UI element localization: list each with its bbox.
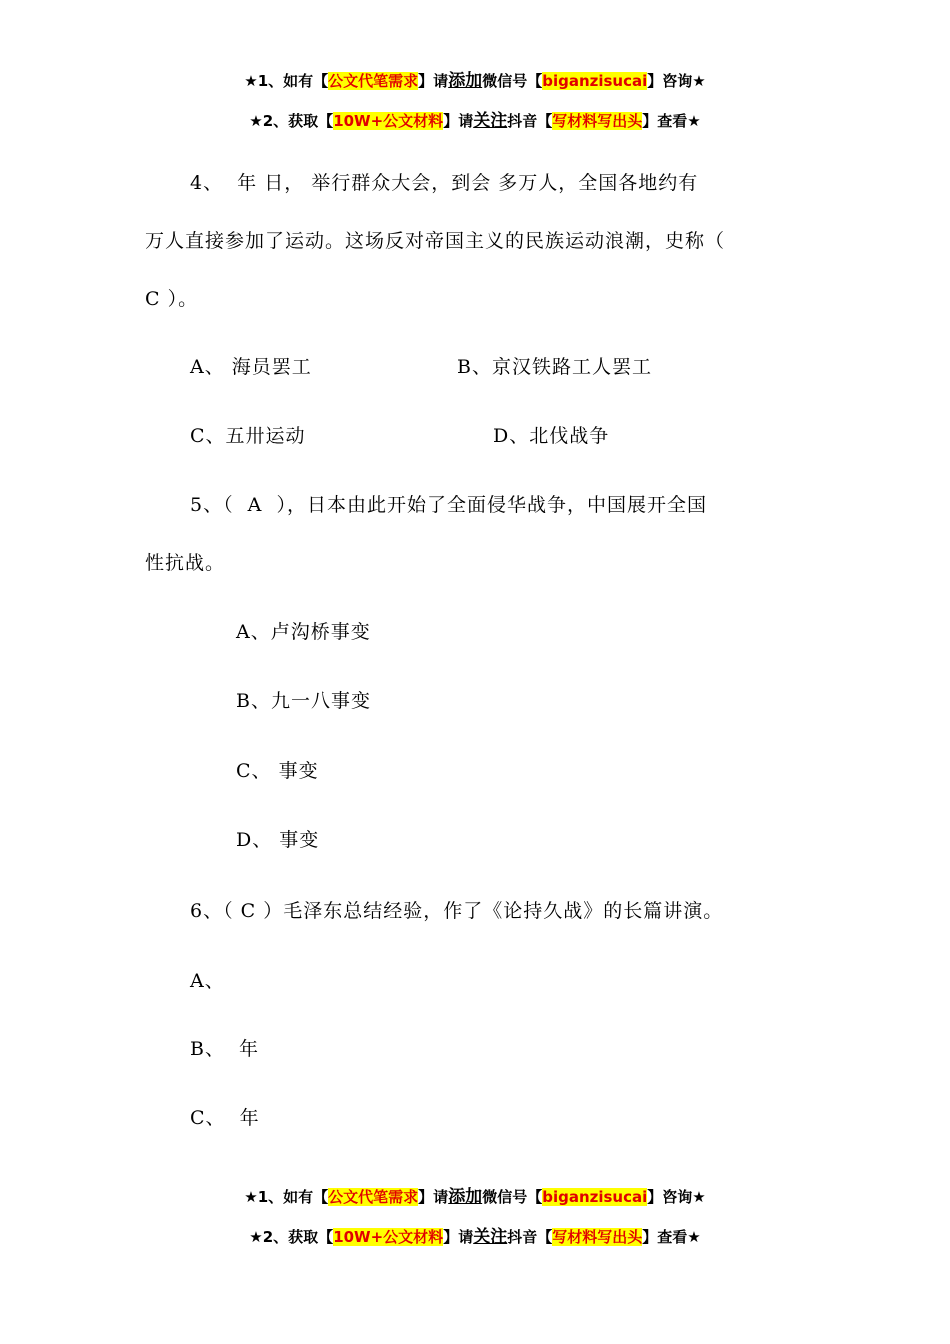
question-6-option-b: B、 年 xyxy=(190,1038,260,1060)
banner-text: 抖音【 xyxy=(507,112,553,130)
promo-banner-bottom-line1 xyxy=(0,1186,950,1208)
banner-text: 】查看★ xyxy=(642,1228,701,1246)
promo-banner-top-line2 xyxy=(0,110,950,132)
promo-banner-top-line1 xyxy=(0,70,950,92)
banner-text: ★2、获取【 xyxy=(249,1228,334,1246)
question-6-stem: 6、（ C ）毛泽东总结经验，作了《论持久战》的长篇讲演。 xyxy=(190,900,724,922)
banner-highlight: 公文代笔需求 xyxy=(328,1188,419,1206)
question-4-stem-cont: 万人直接参加了运动。这场反对帝国主义的民族运动浪潮，史称（ xyxy=(145,230,726,252)
banner-emphasis: 添加 xyxy=(448,71,483,91)
banner-highlight: 写材料写出头 xyxy=(552,1228,643,1246)
banner-highlight: 写材料写出头 xyxy=(552,112,643,130)
question-4-option-c: C、五卅运动 xyxy=(190,425,306,447)
banner-highlight: biganzisucai xyxy=(542,1188,648,1206)
banner-text: 微信号【 xyxy=(482,1188,543,1206)
banner-text: 微信号【 xyxy=(482,72,543,90)
question-4-option-b: B、京汉铁路工人罢工 xyxy=(457,356,652,378)
banner-text: 】咨询★ xyxy=(647,72,706,90)
question-4-answer: C ）。 xyxy=(145,288,199,310)
banner-text: ★2、获取【 xyxy=(249,112,334,130)
banner-highlight: biganzisucai xyxy=(542,72,648,90)
banner-text: 】请 xyxy=(418,72,449,90)
question-5-stem-cont: 性抗战。 xyxy=(145,552,226,574)
question-4-stem: 4、 年 日， 举行群众大会，到会 多万人，全国各地约有 xyxy=(190,172,699,194)
question-5-option-c: C、 事变 xyxy=(236,760,319,782)
banner-highlight: 10W+公文材料 xyxy=(333,1228,444,1246)
banner-text: ★1、如有【 xyxy=(244,72,329,90)
question-4-option-a: A、 海员罢工 xyxy=(190,356,312,378)
banner-emphasis: 关注 xyxy=(473,1227,508,1247)
banner-highlight: 10W+公文材料 xyxy=(333,112,444,130)
banner-emphasis: 关注 xyxy=(473,111,508,131)
banner-text: ★1、如有【 xyxy=(244,1188,329,1206)
promo-banner-bottom-line2 xyxy=(0,1226,950,1248)
question-5-option-d: D、 事变 xyxy=(236,829,320,851)
question-6-option-c: C、 年 xyxy=(190,1107,260,1129)
banner-text: 】请 xyxy=(443,112,474,130)
banner-text: 】请 xyxy=(443,1228,474,1246)
question-5-option-a: A、卢沟桥事变 xyxy=(236,621,371,643)
question-6-option-a: A、 xyxy=(190,970,225,992)
banner-text: 】咨询★ xyxy=(647,1188,706,1206)
banner-text: 】请 xyxy=(418,1188,449,1206)
question-4-option-d: D、北伐战争 xyxy=(493,425,610,447)
banner-emphasis: 添加 xyxy=(448,1187,483,1207)
banner-text: 抖音【 xyxy=(507,1228,553,1246)
question-5-stem: 5、（ A ），日本由此开始了全面侵华战争，中国展开全国 xyxy=(190,494,707,516)
banner-highlight: 公文代笔需求 xyxy=(328,72,419,90)
banner-text: 】查看★ xyxy=(642,112,701,130)
question-5-option-b: B、九一八事变 xyxy=(236,690,371,712)
